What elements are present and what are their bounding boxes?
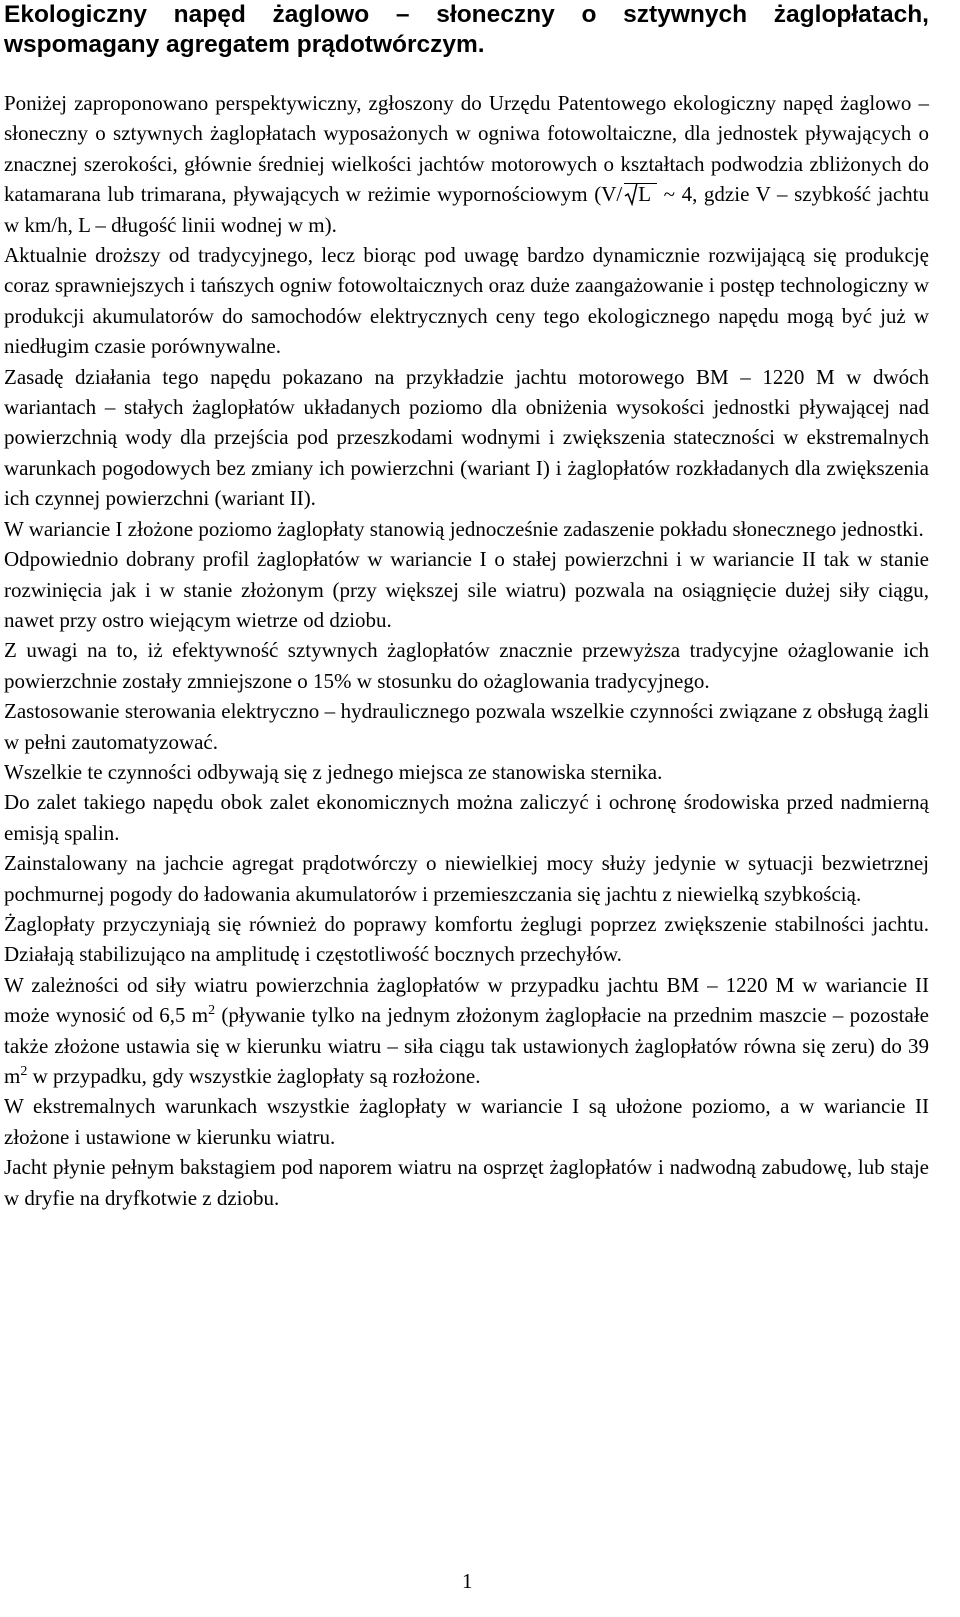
paragraph-8: Wszelkie te czynności odbywają się z jednego miejsca ze stanowiska sternika. [4, 759, 663, 784]
superscript-squared-1: 2 [208, 1003, 216, 1019]
paragraph-12-text-a: W zależności od siły wiatru powierzchnia żaglopłatów w przypadku jachtu BM – 1220 M w wariancie II może wynosić od 6,5 m [4, 972, 929, 1028]
paragraph-12 [4, 970, 929, 1092]
paragraph-13: W ekstremalnych warunkach wszystkie żaglopłaty w wariancie I są ułożone poziomo, a w wariancie II złożone i ustawione w kierunku wiatru. [4, 1094, 929, 1149]
paragraph-1 [4, 88, 929, 240]
paragraph-12-text-b: (pływanie tylko na jednym złożonym żaglopłacie na przednim maszcie – pozostałe także złożone ustawia się w kierunku wiatru – siła ciągu tak ustawionych żaglopłatów równa się zeru) do 39 m [4, 1003, 929, 1088]
paragraph-3: Zasadę działania tego napędu pokazano na przykładzie jachtu motorowego BM – 1220 M w dwóch wariantach – stałych żaglopłatów układanych poziomo dla obniżenia wysokości jednostki pływającej nad powierzchnią wody dla przejścia pod przeszkodami wodnymi i zwiększenia stateczności w ekstremalnych warunkach pogodowych bez zmiany ich powierzchni (wariant I) i żaglopłatów rozkładanych dla zwiększenia ich czynnej powierzchni (wariant II). [4, 364, 929, 511]
paragraph-1-text-end: ~ 4, gdzie V – szybkość jachtu w km/h, L – długość linii wodnej w m). [4, 182, 929, 237]
page-number: 1 [462, 1569, 473, 1593]
paragraph-5: Odpowiednio dobrany profil żaglopłatów w wariancie I o stałej powierzchni i w wariancie II tak w stanie rozwinięcia jak i w stanie złożonym (przy większej sile wiatru) pozwala na osiągnięcie dużej siły ciągu, nawet przy ostro wiejącym wietrze od dziobu. [4, 547, 929, 632]
paragraph-12-text-c: w przypadku, gdy wszystkie żaglopłaty są rozłożone. [27, 1064, 481, 1088]
square-root-symbol [624, 182, 657, 207]
paragraph-9: Do zalet takiego napędu obok zalet ekonomicznych można zaliczyć i ochronę środowiska przed nadmierną emisją spalin. [4, 790, 929, 845]
document-title: Ekologiczny napęd żaglowo – słoneczny o sztywnych żaglopłatach, wspomagany agregatem prądotwórczym. [4, 1, 929, 58]
square-root-content: L [638, 182, 652, 207]
document-page [4, 0, 929, 1617]
paragraph-4: W wariancie I złożone poziomo żaglopłaty stanowią jednocześnie zadaszenie pokładu słonecznego jednostki. [4, 516, 924, 541]
paragraph-2: Aktualnie droższy od tradycyjnego, lecz biorąc pod uwagę bardzo dynamicznie rozwijającą się produkcję coraz sprawniejszych i tańszych ogniw fotowoltaicznych oraz duże zaangażowanie i postęp technologiczny w produkcji akumulatorów do samochodów elektrycznych ceny tego ekologicznego napędu mogą być już w niedługim czasie porównywalne. [4, 243, 929, 359]
paragraph-7: Zastosowanie sterowania elektryczno – hydraulicznego pozwala wszelkie czynności związane z obsługą żagli w pełni zautomatyzować. [4, 699, 929, 754]
paragraph-6: Z uwagi na to, iż efektywność sztywnych żaglopłatów znacznie przewyższa tradycyjne ożaglowanie ich powierzchnie zostały zmniejszone o 15% w stosunku do ożaglowania tradycyjnego. [4, 638, 929, 693]
paragraph-1-text: Poniżej zaproponowano perspektywiczny, zgłoszony do Urzędu Patentowego ekologiczny napęd żaglowo – słoneczny o sztywnych żaglopłatach wyposażonych w ogniwa fotowoltaiczne, dla jednostek pływających o znacznej szerokości, głównie średniej wielkości jachtów motorowych o kształtach podwodzia zbliżonych do katamarana lub trimarana, pływających w reżimie wypornościowym (V/ [4, 91, 929, 207]
paragraph-11: Żaglopłaty przyczyniają się również do poprawy komfortu żeglugi poprzez zwiększenie stabilności jachtu. Działają stabilizująco na amplitudę i częstotliwość bocznych przechyłów. [4, 911, 929, 967]
paragraph-10: Zainstalowany na jachcie agregat prądotwórczy o niewielkiej mocy służy jedynie w sytuacji bezwietrznej pochmurnej pogody do ładowania akumulatorów i przemieszczania się jachtu z niewielką szybkością. [4, 851, 929, 906]
paragraph-14: Jacht płynie pełnym bakstagiem pod naporem wiatru na osprzęt żaglopłatów i nadwodną zabudowę, lub staje w dryfie na dryfkotwie z dziobu. [4, 1155, 929, 1210]
document-body [4, 88, 929, 1213]
superscript-squared-2: 2 [20, 1064, 28, 1079]
radical-sign-icon [624, 182, 638, 206]
